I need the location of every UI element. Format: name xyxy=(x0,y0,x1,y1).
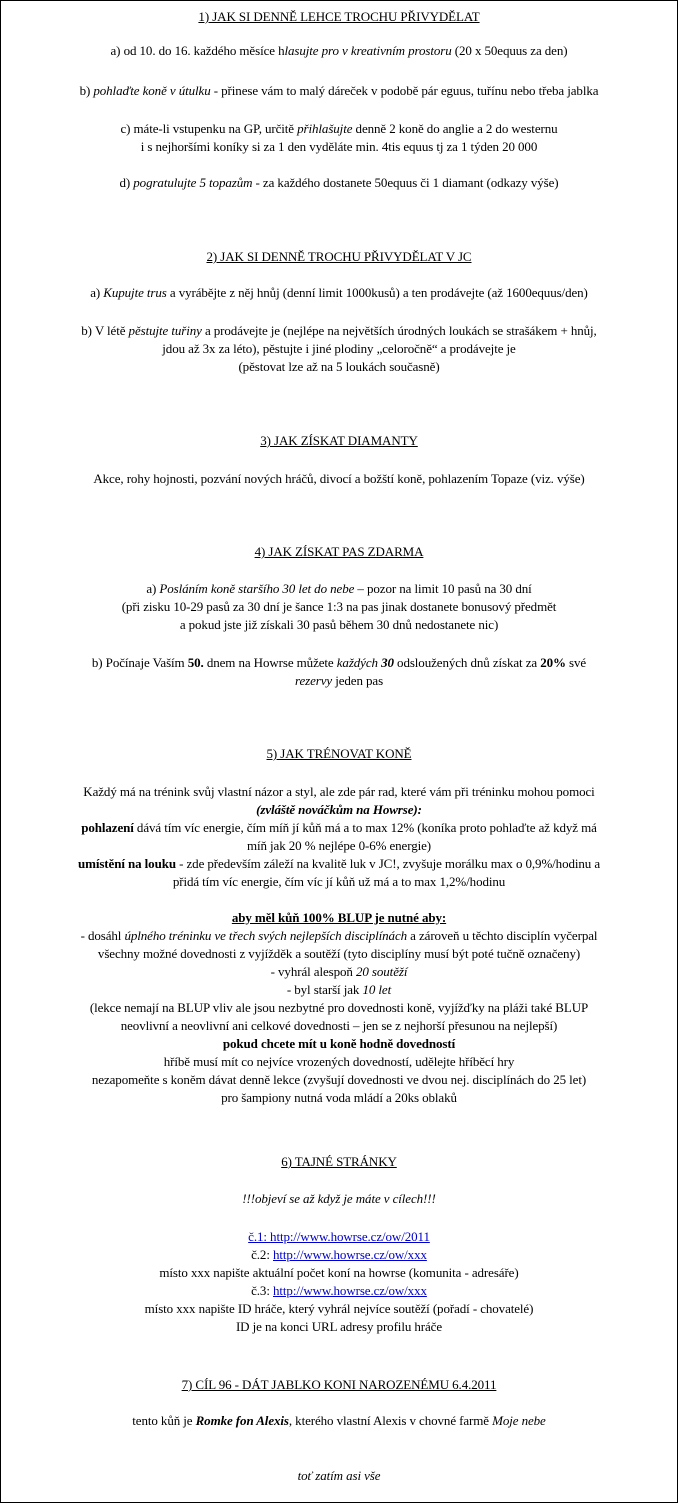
section-5-blup-heading: aby měl kůň 100% BLUP je nutné aby: xyxy=(231,910,447,925)
section-7-heading: 7) CÍL 96 - DÁT JABLKO KONI NAROZENÉMU 6.4.2011 xyxy=(181,1377,497,1392)
section-5-meadow-cont: přidá tím víc energie, čím víc jí kůň už má a to max 1,2%/hodinu xyxy=(172,874,506,889)
secret-page-2: č.2: http://www.howrse.cz/ow/xxx xyxy=(251,1247,427,1262)
secret-page-3: č.3: http://www.howrse.cz/ow/xxx xyxy=(251,1283,427,1298)
section-5-blup-item-3: - byl starší jak 10 let xyxy=(286,982,392,997)
secret-page-3-hint-id: ID je na konci URL adresy profilu hráče xyxy=(235,1319,443,1334)
secret-page-2-link[interactable]: http://www.howrse.cz/ow/xxx xyxy=(273,1247,427,1262)
section-3-text: Akce, rohy hojnosti, pozvání nových hráčů, divocí a božští koně, pohlazením Topaze (viz. výše) xyxy=(93,471,585,486)
section-4-item-a-cont2: a pokud jste již získali 30 pasů během 30 dnů nedostanete nic) xyxy=(179,617,499,632)
closing-note: toť zatím asi vše xyxy=(297,1468,381,1483)
section-5-skills-item-3: pro šampiony nutná voda mládí a 20ks oblaků xyxy=(221,1090,457,1105)
section-5-intro-note: (zvláště nováčkům na Howrse): xyxy=(256,802,422,817)
section-5-skills-item-1: hříbě musí mít co nejvíce vrozených dovedností, udělejte hříběcí hry xyxy=(163,1054,515,1069)
section-6-note: !!!objeví se až když je máte v cílech!!! xyxy=(242,1191,436,1206)
section-5-blup-item-1: - dosáhl úplného tréninku ve třech svých nejlepších disciplínách a zároveň u těchto disciplín vyčerpal xyxy=(80,928,598,943)
section-5-petting: pohlazení dává tím víc energie, čím míň jí kůň má a to max 12% (koníka proto pohlaďte až když má xyxy=(81,820,597,835)
section-5-petting-cont: míň jak 20 % nejlépe 0-6% energie) xyxy=(246,838,432,853)
section-2-item-b-cont: jdou až 3x za léto), pěstujte i jiné plodiny „celoročně“ a prodávejte je xyxy=(162,341,516,356)
section-3-heading: 3) JAK ZÍSKAT DIAMANTY xyxy=(260,433,418,448)
section-4-item-b: b) Počínaje Vaším 50. dnem na Howrse můžete každých 30 odsloužených dnů získat za 20% své xyxy=(91,655,587,670)
section-5-skills-heading: pokud chcete mít u koně hodně dovedností xyxy=(222,1036,456,1051)
section-4-item-a-cont: (při zisku 10-29 pasů za 30 dní je šance 1:3 na pas jinak dostanete bonusový předmět xyxy=(121,599,557,614)
section-1-item-d: d) pogratulujte 5 topazům - za každého dostanete 50equus či 1 diamant (odkazy výše) xyxy=(119,175,559,190)
secret-page-3-hint: místo xxx napište ID hráče, který vyhrál nejvíce soutěží (pořadí - chovatelé) xyxy=(144,1301,534,1316)
section-5-heading: 5) JAK TRÉNOVAT KONĚ xyxy=(266,746,412,761)
section-6-heading: 6) TAJNÉ STRÁNKY xyxy=(281,1154,397,1169)
section-1-item-a: a) od 10. do 16. každého měsíce hlasujte pro v kreativním prostoru (20 x 50equus za den) xyxy=(110,43,568,58)
secret-page-3-link[interactable]: http://www.howrse.cz/ow/xxx xyxy=(273,1283,427,1298)
section-7-text: tento kůň je Romke fon Alexis, kterého vlastní Alexis v chovné farmě Moje nebe xyxy=(132,1413,546,1428)
section-2-item-b: b) V létě pěstujte tuřiny a prodávejte je (nejlépe na největších úrodných loukách se strašákem + hnůj, xyxy=(81,323,597,338)
section-2-item-a: a) Kupujte trus a vyrábějte z něj hnůj (denní limit 1000kusů) a ten prodávejte (až 1600equus/den) xyxy=(90,285,588,300)
secret-page-1-link[interactable]: č.1: http://www.howrse.cz/ow/2011 xyxy=(248,1229,430,1244)
section-2-heading: 2) JAK SI DENNĚ TROCHU PŘIVYDĚLAT V JC xyxy=(206,249,472,264)
section-5-skills-item-2: nezapomeňte s koněm dávat denně lekce (zvyšují dovednosti ve dvou nej. disciplínách do 25 let) xyxy=(91,1072,587,1087)
section-5-blup-item-1-cont: všechny možné dovednosti z vyjížděk a soutěží (tyto disciplíny musí být poté tučně označeny) xyxy=(97,946,581,961)
section-5-blup-note: (lekce nemají na BLUP vliv ale jsou nezbytné pro dovednosti koně, vyjížďky na pláži také BLUP xyxy=(89,1000,589,1015)
section-1-heading: 1) JAK SI DENNĚ LEHCE TROCHU PŘIVYDĚLAT xyxy=(198,9,480,24)
section-1-item-c-cont: i s nejhoršími koníky si za 1 den vyděláte min. 4tis equus tj za 1 týden 20 000 xyxy=(140,139,538,154)
secret-page-2-hint: místo xxx napište aktuální počet koní na howrse (komunita - adresáře) xyxy=(159,1265,519,1280)
section-4-item-b-cont: rezervy jeden pas xyxy=(294,673,384,688)
section-5-blup-item-2: - vyhrál alespoň 20 soutěží xyxy=(270,964,408,979)
section-4-item-a: a) Posláním koně staršího 30 let do nebe – pozor na limit 10 pasů na 30 dní xyxy=(146,581,532,596)
section-4-heading: 4) JAK ZÍSKAT PAS ZDARMA xyxy=(254,544,424,559)
section-5-intro: Každý má na trénink svůj vlastní názor a styl, ale zde pár rad, které vám při tréninku mohou pomoci xyxy=(83,784,595,799)
section-5-meadow: umístění na louku - zde především záleží na kvalitě luk v JC!, zvyšuje morálku max o 0,9%/hodinu a xyxy=(77,856,601,871)
section-1-item-b: b) pohlaďte koně v útulku - přinese vám to malý dáreček v podobě pár eguus, tuřínu nebo třeba jablka xyxy=(79,83,599,98)
secret-page-1 xyxy=(1,1229,677,1245)
section-2-item-b-note: (pěstovat lze až na 5 loukách současně) xyxy=(238,359,440,374)
section-1-item-c: c) máte-li vstupenku na GP, určitě přihlašujte denně 2 koně do anglie a 2 do westernu xyxy=(120,121,558,136)
section-5-blup-note-cont: neovlivní a neovlivní ani celkové dovednosti – jen se z nejhorší přesunou na nejlepší) xyxy=(120,1018,558,1033)
